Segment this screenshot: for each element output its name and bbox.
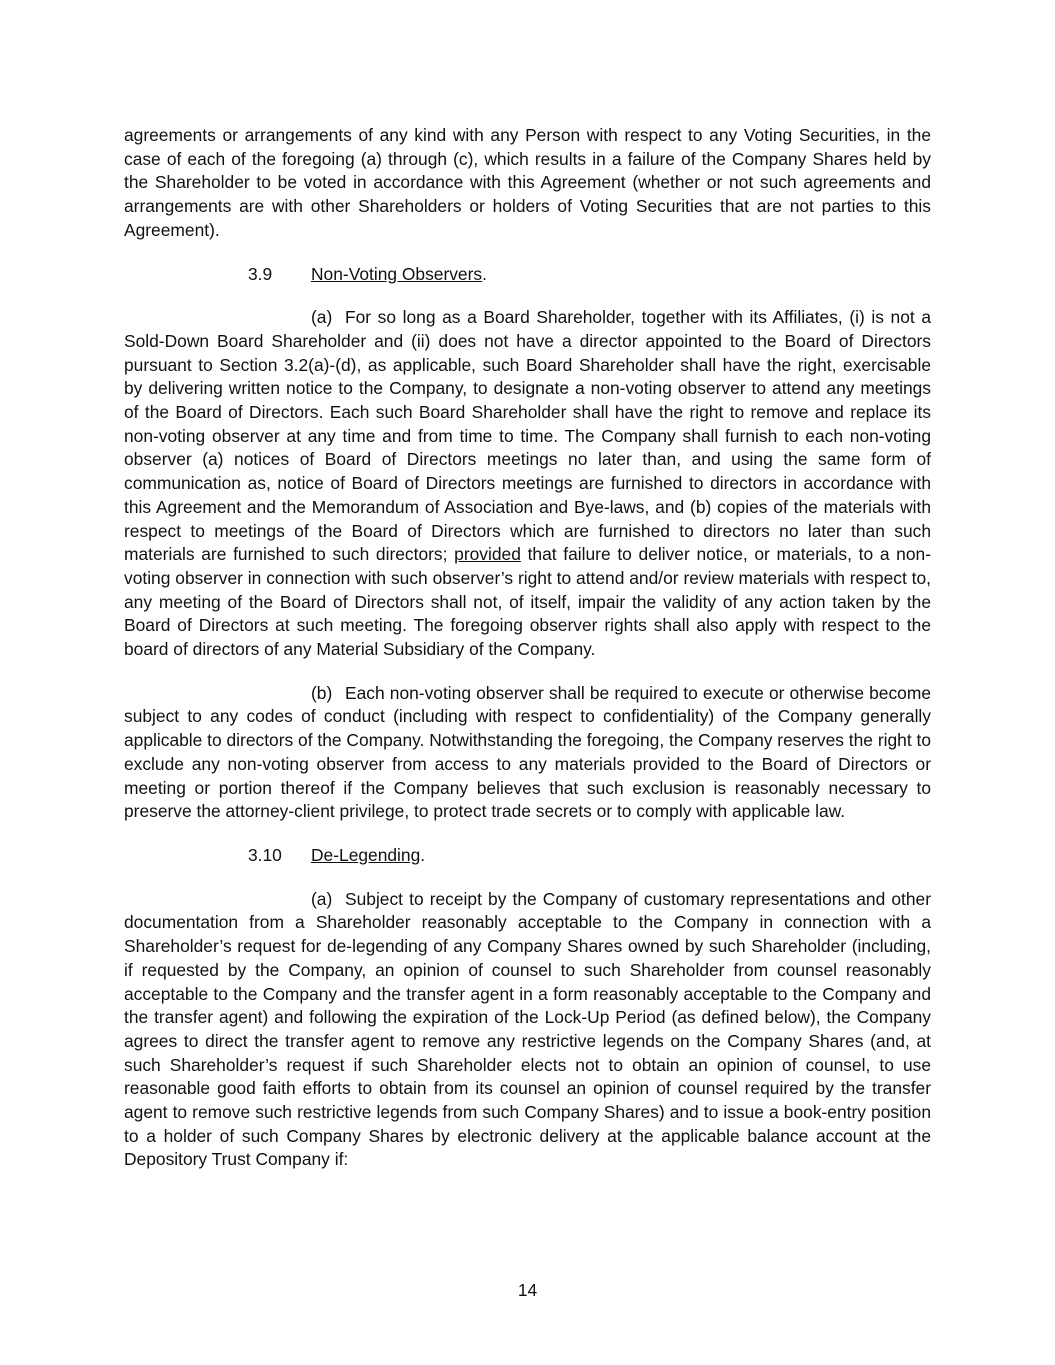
section-3-9-paragraph-a (124, 306, 931, 662)
section-title-period: . (420, 844, 426, 865)
provided-term: provided (454, 544, 521, 565)
paragraph-text: Each non-voting observer shall be required to execute or otherwise become subject to any codes of conduct (including with respect to confidentiality) of the Company generally applicable to directors of the Company. Notwithstanding the foregoing, the Company reserves the right to exclude any non-voting observer from access to any materials provided to the Board of Directors or meeting or portion thereof if the Company believes that such exclusion is reasonably necessary to preserve the attorney-client privilege, to protect trade secrets or to comply with applicable law. (124, 682, 931, 822)
paragraph-text-part-1: For so long as a Board Shareholder, together with its Affiliates, (i) is not a Sold-Down Board Shareholder and (ii) does not have a director appointed to the Board of Directors pursuant to Section 3.2(a)-(d), as applicable, such Board Shareholder shall have the right, exercisable by delivering written notice to the Company, to designate a non-voting observer to attend any meetings of the Board of Directors. Each such Board Shareholder shall have the right to remove and replace its non-voting observer at any time and from time to time. The Company shall furnish to each non-voting observer (a) notices of Board of Directors meetings no later than, and using the same form of communication as, notice of Board of Directors meetings are furnished to directors in accordance with this Agreement and the Memorandum of Association and Bye-laws, and (b) copies of the materials with respect to meetings of the Board of Directors which are furnished to directors no later than such materials are furnished to such directors; (124, 307, 931, 565)
paragraph-label: (a) (311, 888, 333, 909)
section-3-9-heading (124, 263, 931, 287)
section-title: Non-Voting Observers (311, 263, 483, 284)
paragraph-text-part-2: that failure to deliver notice, or materials, to a non-voting observer in connection with such observer’s right to attend and/or review materials with respect to, any meeting of the Board of Directors shall not, of itself, impair the validity of any action taken by the Board of Directors at such meeting. The foregoing observer rights shall also apply with respect to the board of directors of any Material Subsidiary of the Company. (124, 544, 931, 660)
section-title: De-Legending (311, 844, 421, 865)
continuation-paragraph: agreements or arrangements of any kind with any Person with respect to any Voting Securities, in the case of each of the foregoing (a) through (c), which results in a failure of the Company Shares held by the Shareholder to be voted in accordance with this Agreement (whether or not such agreements and arrangements are with other Shareholders or holders of Voting Securities that are not parties to this Agreement). (124, 125, 931, 240)
section-number: 3.10 (248, 844, 282, 865)
paragraph-label: (b) (311, 682, 333, 703)
section-title-period: . (482, 263, 487, 284)
section-3-9-paragraph-b (124, 682, 931, 824)
page-number: 14 (517, 1280, 538, 1300)
section-3-10-paragraph-a (124, 888, 931, 1172)
paragraph-text: Subject to receipt by the Company of customary representations and other documentation from a Shareholder reasonably acceptable to the Company in connection with a Shareholder’s request for de-legending of any Company Shares owned by such Shareholder (including, if requested by the Company, an opinion of counsel to such Shareholder from counsel reasonably acceptable to the Company and the transfer agent in a form reasonably acceptable to the Company and the transfer agent) and following the expiration of the Lock-Up Period (as defined below), the Company agrees to direct the transfer agent to remove any restrictive legends on the Company Shares (and, at such Shareholder’s request if such Shareholder elects not to obtain an opinion of counsel, to use reasonable good faith efforts to obtain from its counsel an opinion of counsel required by the transfer agent to remove such restrictive legends from such Company Shares) and to issue a book-entry position to a holder of such Company Shares by electronic delivery at the applicable balance account at the Depository Trust Company if: (124, 888, 931, 1170)
section-3-10-heading (124, 844, 931, 868)
section-number: 3.9 (248, 263, 273, 284)
document-body (124, 124, 931, 1172)
paragraph-label: (a) (311, 307, 333, 328)
